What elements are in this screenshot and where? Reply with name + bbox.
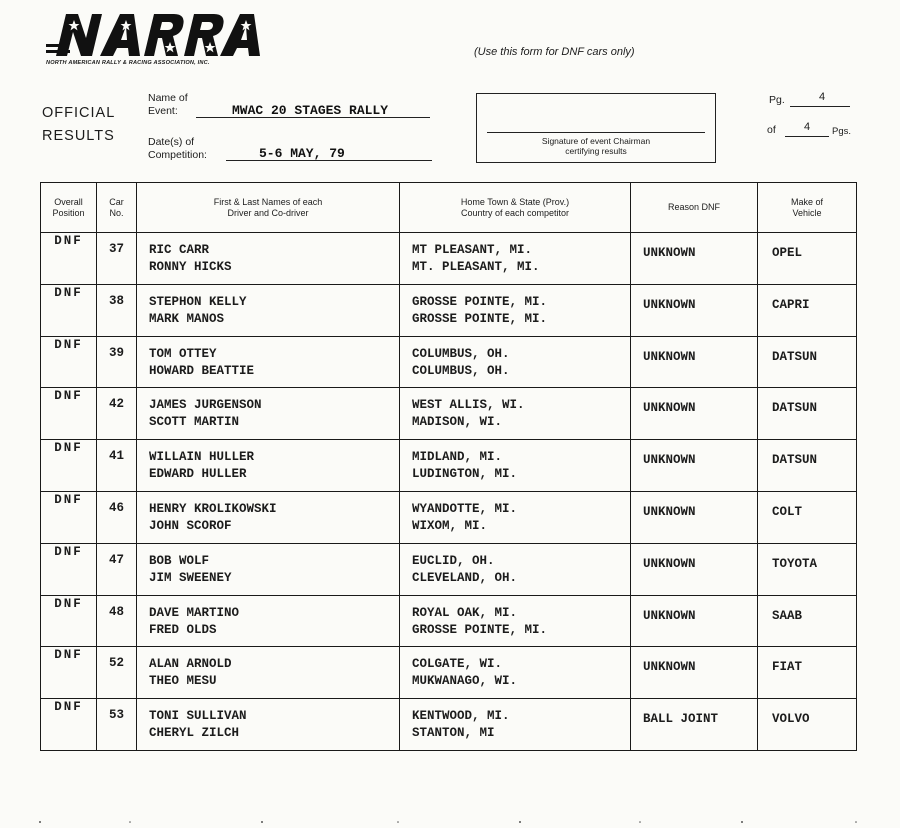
logo-subtitle: NORTH AMERICAN RALLY & RACING ASSOCIATION, INC.	[46, 60, 210, 66]
signature-box	[476, 93, 716, 163]
driver-home-town: COLGATE, WI.	[412, 657, 503, 672]
pages-label: Pgs.	[832, 126, 852, 137]
reason-dnf-cell: UNKNOWN	[631, 491, 758, 543]
codriver-home-town: STANTON, MI	[412, 726, 495, 741]
signature-caption	[477, 136, 715, 156]
signature-caption-line-1: Signature of event Chairman	[541, 136, 651, 146]
names-cell	[137, 595, 400, 647]
car-number-cell: 46	[97, 491, 137, 543]
signature-caption-line-2: certifying results	[565, 146, 627, 156]
home-town-cell	[400, 388, 631, 440]
car-number-cell: 47	[97, 543, 137, 595]
codriver-name: SCOTT MARTIN	[149, 415, 240, 430]
make-of-vehicle-cell: DATSUN	[758, 388, 857, 440]
codriver-name: CHERYL ZILCH	[149, 726, 240, 741]
home-town-cell	[400, 595, 631, 647]
overall-position-cell: DNF	[41, 336, 97, 388]
driver-name: JAMES JURGENSON	[149, 398, 262, 413]
driver-home-town: GROSSE POINTE, MI.	[412, 294, 548, 309]
reason-dnf-cell: UNKNOWN	[631, 543, 758, 595]
date-label-line-1: Date(s) of	[148, 136, 195, 148]
names-cell	[137, 647, 400, 699]
codriver-home-town: GROSSE POINTE, MI.	[412, 622, 548, 637]
reason-dnf-cell: UNKNOWN	[631, 388, 758, 440]
event-name-label	[148, 92, 188, 118]
make-of-vehicle-cell: TOYOTA	[758, 543, 857, 595]
make-of-vehicle-cell: FIAT	[758, 647, 857, 699]
driver-home-town: COLUMBUS, OH.	[412, 346, 510, 361]
names-cell	[137, 491, 400, 543]
driver-home-town: MT PLEASANT, MI.	[412, 243, 533, 257]
official-line-1: OFFICIAL	[42, 105, 116, 121]
make-of-vehicle-cell: CAPRI	[758, 284, 857, 336]
bottom-scan-marks	[0, 820, 900, 824]
reason-dnf-cell: UNKNOWN	[631, 284, 758, 336]
event-name-value: MWAC 20 STAGES RALLY	[232, 103, 389, 118]
codriver-home-town: COLUMBUS, OH.	[412, 363, 510, 378]
header-home-town: Home Town & State (Prov.) Country of each competitor	[400, 183, 631, 233]
driver-home-town: WEST ALLIS, WI.	[412, 398, 525, 413]
table-row	[41, 491, 857, 543]
official-line-2: RESULTS	[42, 128, 115, 144]
codriver-home-town: WIXOM, MI.	[412, 518, 488, 533]
car-number-cell: 39	[97, 336, 137, 388]
home-town-cell	[400, 491, 631, 543]
codriver-name: MARK MANOS	[149, 311, 225, 326]
names-cell	[137, 440, 400, 492]
driver-name: STEPHON KELLY	[149, 294, 247, 309]
codriver-name: HOWARD BEATTIE	[149, 363, 255, 378]
competition-date-value: 5-6 MAY, 79	[259, 146, 345, 161]
overall-position-cell: DNF	[41, 491, 97, 543]
home-town-cell	[400, 284, 631, 336]
form-usage-note: (Use this form for DNF cars only)	[474, 46, 635, 58]
names-cell	[137, 284, 400, 336]
table-row	[41, 284, 857, 336]
overall-position-cell: DNF	[41, 543, 97, 595]
event-label-line-1: Name of	[148, 92, 188, 104]
codriver-name: FRED OLDS	[149, 622, 217, 637]
table-row	[41, 543, 857, 595]
make-of-vehicle-cell: OPEL	[758, 233, 857, 285]
driver-home-town: KENTWOOD, MI.	[412, 709, 510, 724]
page-label: Pg.	[769, 94, 785, 106]
header-names: First & Last Names of each Driver and Co-driver	[137, 183, 400, 233]
table-header-row	[41, 183, 857, 233]
event-label-line-2: Event:	[148, 105, 178, 117]
home-town-cell	[400, 699, 631, 751]
driver-name: TONI SULLIVAN	[149, 709, 247, 724]
driver-home-town: WYANDOTTE, MI.	[412, 501, 518, 516]
signature-line	[487, 132, 705, 133]
codriver-name: JIM SWEENEY	[149, 570, 232, 585]
codriver-home-town: GROSSE POINTE, MI.	[412, 311, 548, 326]
make-of-vehicle-cell: COLT	[758, 491, 857, 543]
reason-dnf-cell: UNKNOWN	[631, 647, 758, 699]
codriver-name: EDWARD HULLER	[149, 467, 247, 482]
table-row	[41, 595, 857, 647]
car-number-cell: 48	[97, 595, 137, 647]
car-number-cell: 41	[97, 440, 137, 492]
total-pages-underline	[785, 136, 829, 137]
table-row	[41, 647, 857, 699]
header-overall-position: Overall Position	[41, 183, 97, 233]
of-label: of	[767, 124, 776, 136]
names-cell	[137, 233, 400, 285]
header-car-number: Car No.	[97, 183, 137, 233]
names-cell	[137, 543, 400, 595]
codriver-home-town: MT. PLEASANT, MI.	[412, 260, 540, 274]
codriver-home-town: LUDINGTON, MI.	[412, 467, 518, 482]
codriver-home-town: MUKWANAGO, WI.	[412, 674, 518, 689]
driver-name: WILLAIN HULLER	[149, 450, 255, 465]
home-town-cell	[400, 647, 631, 699]
table-row	[41, 336, 857, 388]
car-number-cell: 37	[97, 233, 137, 285]
car-number-cell: 53	[97, 699, 137, 751]
codriver-name: RONNY HICKS	[149, 260, 232, 274]
header-make-of-vehicle: Make of Vehicle	[758, 183, 857, 233]
car-number-cell: 52	[97, 647, 137, 699]
overall-position-cell: DNF	[41, 440, 97, 492]
home-town-cell	[400, 336, 631, 388]
reason-dnf-cell: UNKNOWN	[631, 595, 758, 647]
table-row	[41, 233, 857, 285]
reason-dnf-cell: UNKNOWN	[631, 233, 758, 285]
competition-date-label	[148, 136, 207, 162]
page-number-underline	[790, 106, 850, 107]
driver-name: HENRY KROLIKOWSKI	[149, 501, 277, 516]
total-pages: 4	[803, 121, 811, 133]
table-row	[41, 440, 857, 492]
reason-dnf-cell: BALL JOINT	[631, 699, 758, 751]
date-label-line-2: Competition:	[148, 149, 207, 161]
reason-dnf-cell: UNKNOWN	[631, 336, 758, 388]
home-town-cell	[400, 233, 631, 285]
overall-position-cell: DNF	[41, 284, 97, 336]
table-row	[41, 699, 857, 751]
driver-name: ALAN ARNOLD	[149, 657, 232, 672]
home-town-cell	[400, 543, 631, 595]
overall-position-cell: DNF	[41, 647, 97, 699]
driver-name: RIC CARR	[149, 243, 210, 257]
narra-logo-graphic	[46, 10, 276, 60]
driver-home-town: MIDLAND, MI.	[412, 450, 503, 465]
make-of-vehicle-cell: VOLVO	[758, 699, 857, 751]
codriver-name: JOHN SCOROF	[149, 518, 232, 533]
home-town-cell	[400, 440, 631, 492]
names-cell	[137, 336, 400, 388]
overall-position-cell: DNF	[41, 388, 97, 440]
reason-dnf-cell: UNKNOWN	[631, 440, 758, 492]
driver-home-town: EUCLID, OH.	[412, 553, 495, 568]
driver-name: DAVE MARTINO	[149, 605, 240, 620]
car-number-cell: 42	[97, 388, 137, 440]
codriver-home-town: MADISON, WI.	[412, 415, 503, 430]
make-of-vehicle-cell: SAAB	[758, 595, 857, 647]
overall-position-cell: DNF	[41, 233, 97, 285]
car-number-cell: 38	[97, 284, 137, 336]
driver-name: TOM OTTEY	[149, 346, 217, 361]
narra-logo	[46, 10, 276, 72]
overall-position-cell: DNF	[41, 699, 97, 751]
driver-name: BOB WOLF	[149, 553, 210, 568]
header-reason-dnf: Reason DNF	[631, 183, 758, 233]
official-results-heading	[42, 102, 115, 148]
dnf-results-table	[40, 182, 857, 751]
names-cell	[137, 388, 400, 440]
page-number: 4	[818, 91, 826, 103]
codriver-home-town: CLEVELAND, OH.	[412, 570, 518, 585]
codriver-name: THEO MESU	[149, 674, 217, 689]
names-cell	[137, 699, 400, 751]
driver-home-town: ROYAL OAK, MI.	[412, 605, 518, 620]
make-of-vehicle-cell: DATSUN	[758, 336, 857, 388]
table-row	[41, 388, 857, 440]
overall-position-cell: DNF	[41, 595, 97, 647]
make-of-vehicle-cell: DATSUN	[758, 440, 857, 492]
